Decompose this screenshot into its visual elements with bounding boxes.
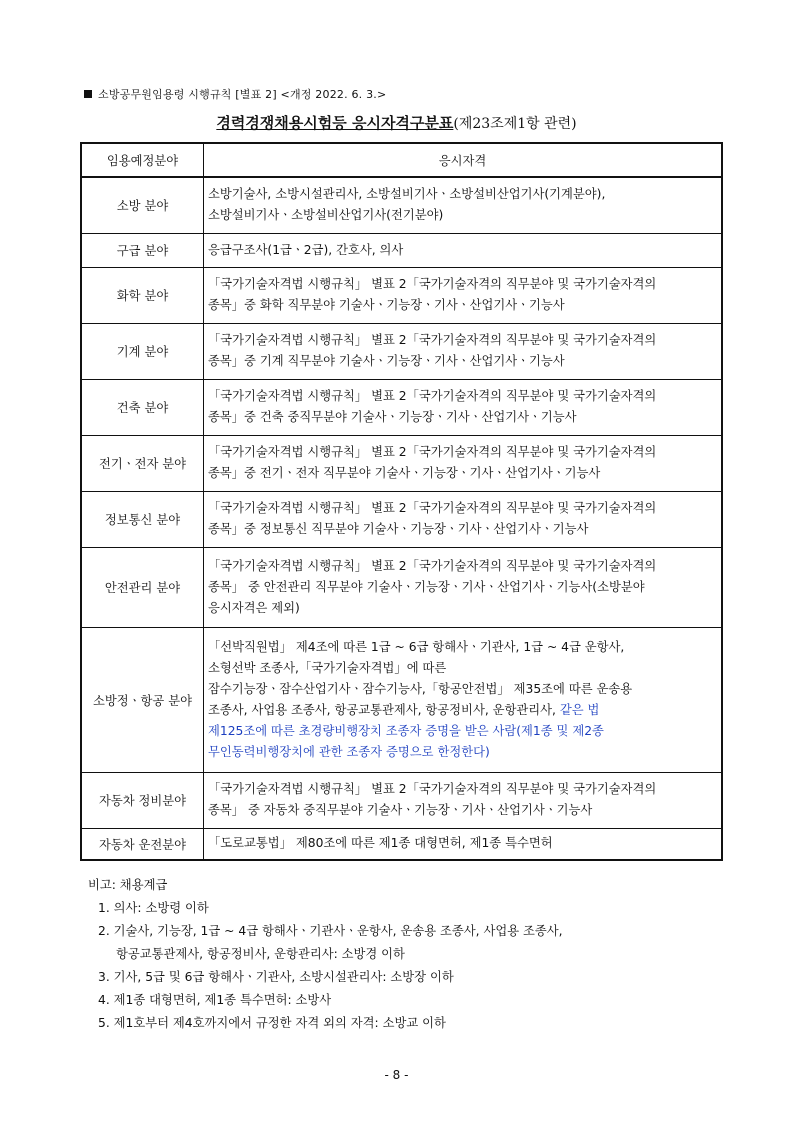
qualification-cell (204, 177, 723, 233)
qualification-text: 종목」 중 안전관리 직무분야 기술사ㆍ기능장ㆍ기사ㆍ산업기사ㆍ기능사(소방분야 (208, 579, 645, 594)
table-row (81, 435, 722, 491)
qualification-cell (204, 772, 723, 828)
qualification-text: 종목」 중 자동차 중직무분야 기술사ㆍ기능장ㆍ기사ㆍ산업기사ㆍ기능사 (208, 803, 593, 817)
qualification-text: 종목」중 정보통신 직무분야 기술사ㆍ기능장ㆍ기사ㆍ산업기사ㆍ기능사 (208, 522, 589, 536)
qualification-text: 「국가기술자격법 시행규칙」 별표 2「국가기술자격의 직무분야 및 국가기술자격의 (208, 445, 657, 459)
qualification-text: 응시자격은 제외) (208, 600, 300, 615)
column-header-qualification: 응시자격 (204, 143, 723, 177)
notes-title: 비고: 채용계급 (88, 878, 168, 892)
field-cell: 자동차 정비분야 (81, 772, 204, 828)
qualification-text: 소방기술사, 소방시설관리사, 소방설비기사ㆍ소방설비산업기사(기계분야), (208, 187, 606, 202)
qualification-text: 종목」중 기계 직무분야 기술사ㆍ기능장ㆍ기사ㆍ산업기사ㆍ기능사 (208, 354, 565, 368)
qualification-text: 「선박직원법」 제4조에 따른 1급 ~ 6급 항해사ㆍ기관사, 1급 ~ 4급 운항사, (208, 639, 625, 654)
square-bullet-icon (84, 90, 92, 98)
qualification-text: 「국가기술자격법 시행규칙」 별표 2「국가기술자격의 직무분야 및 국가기술자격의 (208, 558, 657, 573)
field-cell: 구급 분야 (81, 233, 204, 267)
qualification-text: 응급구조사(1급ㆍ2급), 간호사, 의사 (208, 242, 404, 257)
qualification-text: 종목」중 건축 중직무분야 기술사ㆍ기능장ㆍ기사ㆍ산업기사ㆍ기능사 (208, 410, 577, 424)
note-item: 5. 제1호부터 제4호까지에서 규정한 자격 외의 자격: 소방교 이하 (98, 1016, 446, 1030)
table-row (81, 379, 722, 435)
field-cell: 안전관리 분야 (81, 547, 204, 627)
qualification-line (208, 274, 717, 295)
qualification-line (208, 833, 717, 854)
qualification-text: 「국가기술자격법 시행규칙」 별표 2「국가기술자격의 직무분야 및 국가기술자격의 (208, 782, 657, 796)
qualification-line (208, 442, 717, 463)
title-sub: (제23조제1항 관련) (453, 116, 577, 132)
table-row (81, 323, 722, 379)
field-cell: 기계 분야 (81, 323, 204, 379)
qualification-line (208, 407, 717, 428)
qualification-text: 「국가기술자격법 시행규칙」 별표 2「국가기술자격의 직무분야 및 국가기술자격의 (208, 333, 657, 347)
qualification-line (208, 779, 717, 800)
table-body (81, 177, 722, 860)
header-text: 소방공무원임용령 시행규칙 [별표 2] <개정 2022. 6. 3.> (98, 88, 387, 101)
qualification-line (208, 700, 717, 721)
qualification-cell (204, 435, 723, 491)
qualification-line (208, 598, 717, 619)
table-row (81, 177, 722, 233)
field-cell: 정보통신 분야 (81, 491, 204, 547)
column-header-field: 임용예정분야 (81, 143, 204, 177)
table-row (81, 233, 722, 267)
table-row (81, 267, 722, 323)
highlighted-line: 무인동력비행장치에 관한 조종자 증명으로 한정한다) (208, 744, 490, 759)
qualification-line (208, 295, 717, 316)
qualification-line (208, 205, 717, 226)
qualification-cell (204, 828, 723, 860)
qualification-line (208, 658, 717, 679)
page-number: - 8 - (384, 1068, 409, 1082)
qualification-line (208, 556, 717, 577)
form-header (84, 86, 386, 102)
qualification-text: 소방설비기사ㆍ소방설비산업기사(전기분야) (208, 208, 444, 223)
note-item: 4. 제1종 대형면허, 제1종 특수면허: 소방사 (98, 993, 332, 1007)
qualification-cell (204, 233, 723, 267)
qualification-line (208, 386, 717, 407)
qualification-line (208, 240, 717, 261)
qualification-cell (204, 547, 723, 627)
qualification-text: 「도로교통법」 제80조에 따른 제1종 대형면허, 제1종 특수면허 (208, 836, 553, 851)
qualification-line (208, 679, 717, 700)
notes-section (88, 874, 563, 1035)
qualification-cell (204, 379, 723, 435)
page-title (0, 112, 793, 133)
table-header-row (81, 143, 722, 177)
table-row (81, 627, 722, 772)
qualification-line (208, 800, 717, 821)
table-row (81, 491, 722, 547)
field-cell: 건축 분야 (81, 379, 204, 435)
qualification-table (80, 142, 723, 861)
field-cell: 전기ㆍ전자 분야 (81, 435, 204, 491)
note-item: 2. 기술사, 기능장, 1급 ~ 4급 항해사ㆍ기관사ㆍ운항사, 운송용 조종사, 사업용 조종사, (98, 924, 563, 938)
qualification-text: 「국가기술자격법 시행규칙」 별표 2「국가기술자격의 직무분야 및 국가기술자격의 (208, 501, 657, 515)
qualification-text: 「국가기술자격법 시행규칙」 별표 2「국가기술자격의 직무분야 및 국가기술자격의 (208, 277, 657, 291)
qualification-cell (204, 323, 723, 379)
highlighted-line: 제125조에 따른 초경량비행장치 조종자 증명을 받은 사람(제1종 및 제2종 (208, 723, 604, 738)
table-row (81, 828, 722, 860)
qualification-line (208, 637, 717, 658)
note-item: 1. 의사: 소방령 이하 (98, 901, 209, 915)
qualification-text: 종목」중 화학 직무분야 기술사ㆍ기능장ㆍ기사ㆍ산업기사ㆍ기능사 (208, 298, 565, 312)
qualification-cell (204, 491, 723, 547)
field-cell: 자동차 운전분야 (81, 828, 204, 860)
field-cell: 소방정ㆍ항공 분야 (81, 627, 204, 772)
qualification-text: 종목」중 전기ㆍ전자 직무분야 기술사ㆍ기능장ㆍ기사ㆍ산업기사ㆍ기능사 (208, 466, 601, 480)
table-row (81, 772, 722, 828)
qualification-cell (204, 627, 723, 772)
qualification-line (208, 184, 717, 205)
note-item-continuation: 항공교통관제사, 항공정비사, 운항관리사: 소방경 이하 (116, 947, 405, 961)
qualification-line (208, 577, 717, 598)
qualification-text: 조종사, 사업용 조종사, 항공교통관제사, 항공정비사, 운항관리사, (208, 702, 556, 717)
qualification-line (208, 498, 717, 519)
field-cell: 화학 분야 (81, 267, 204, 323)
qualification-cell (204, 267, 723, 323)
qualification-line (208, 330, 717, 351)
table-row (81, 547, 722, 627)
field-cell: 소방 분야 (81, 177, 204, 233)
qualification-text: 잠수기능장ㆍ잠수산업기사ㆍ잠수기능사,「항공안전법」 제35조에 따른 운송용 (208, 681, 633, 696)
qualification-line (208, 351, 717, 372)
note-item: 3. 기사, 5급 및 6급 항해사ㆍ기관사, 소방시설관리사: 소방장 이하 (98, 970, 454, 984)
title-main: 경력경쟁채용시험등 응시자격구분표 (216, 114, 454, 132)
qualification-text: 소형선박 조종사,「국가기술자격법」에 따른 (208, 660, 447, 675)
qualification-line (208, 519, 717, 540)
qualification-line (208, 463, 717, 484)
qualification-text: 「국가기술자격법 시행규칙」 별표 2「국가기술자격의 직무분야 및 국가기술자격의 (208, 389, 657, 403)
highlighted-text: 같은 법 (559, 702, 600, 717)
